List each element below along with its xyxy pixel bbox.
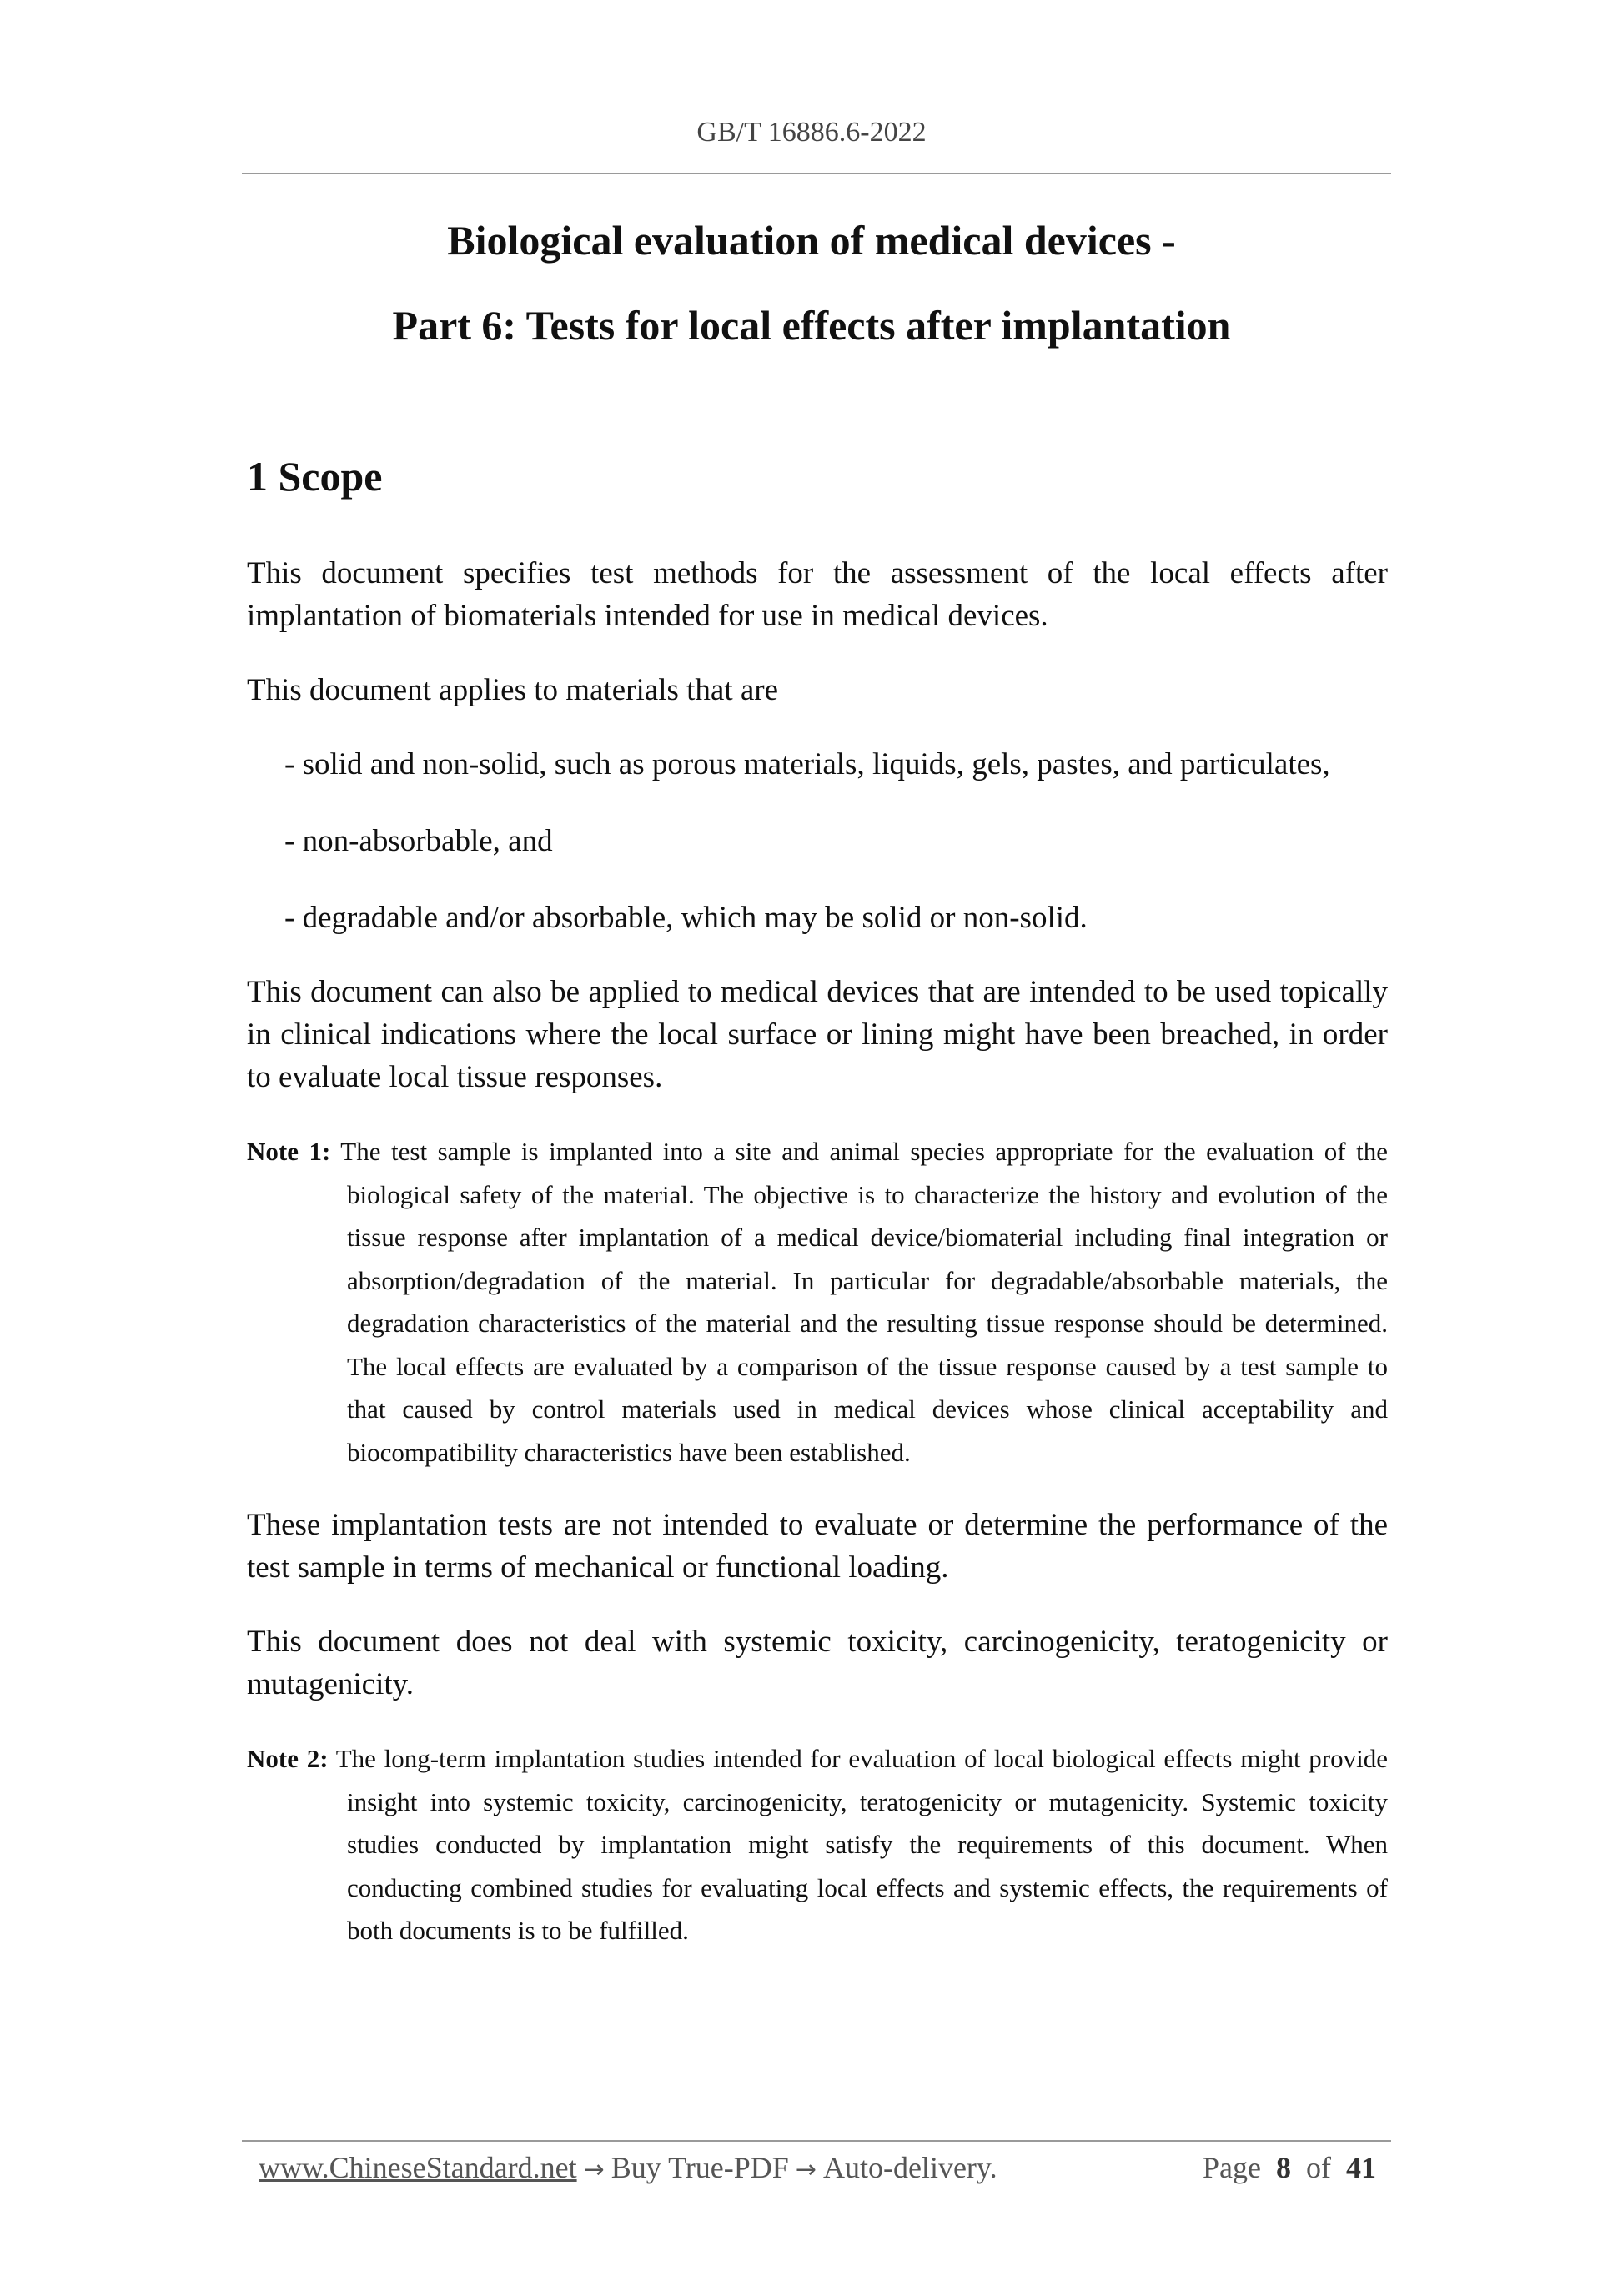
page-indicator <box>1203 2150 1376 2185</box>
paragraph-not-performance: These implantation tests are not intended to evaluate or determine the performance of the test sample in terms of mechanical or functional loading. <box>247 1508 1388 1585</box>
header-divider <box>242 173 1391 174</box>
auto-delivery-text: Auto-delivery. <box>822 2151 997 2184</box>
paragraph-applies-to: This document applies to materials that are <box>247 673 779 707</box>
buy-pdf-text: Buy True-PDF <box>611 2151 789 2184</box>
page-current: 8 <box>1276 2151 1291 2184</box>
note-2-label: Note 2: <box>247 1744 329 1773</box>
note-2-text: The long-term implantation studies intended for evaluation of local biological effects might provide insight into systemic toxicity, carcinogenicity, teratogenicity or mutagenicity. Systemic toxicity studies conducted by implantation might satisfy the requirements of this document. When conducting combined studies for evaluating local effects and systemic effects, the requirements of both documents is to be fulfilled. <box>335 1744 1388 1945</box>
note-1 <box>247 1130 1388 1474</box>
section-body <box>247 552 1388 1982</box>
note-1-label: Note 1: <box>247 1137 331 1166</box>
paragraph-scope-intro: This document specifies test methods for the assessment of the local effects after implantation of biomaterials intended for use in medical devices. <box>247 556 1388 633</box>
page-of-label: of <box>1306 2151 1331 2184</box>
paragraph-not-systemic: This document does not deal with systemic toxicity, carcinogenicity, teratogenicity or mutagenicity. <box>247 1625 1388 1701</box>
section-heading-scope: 1 Scope <box>247 453 383 500</box>
list-item: - degradable and/or absorbable, which may be solid or non-solid. <box>284 901 1088 935</box>
list-item: - solid and non-solid, such as porous materials, liquids, gels, pastes, and particulates, <box>284 747 1330 781</box>
page-footer <box>259 2142 1376 2192</box>
arrow-right-icon: → <box>583 2155 605 2184</box>
document-title-line1: Biological evaluation of medical devices - <box>447 217 1176 264</box>
page-label: Page <box>1203 2151 1261 2184</box>
page-total: 41 <box>1346 2151 1376 2184</box>
footer-promo <box>259 2150 997 2185</box>
note-2 <box>247 1737 1388 1952</box>
document-title-line2: Part 6: Tests for local effects after implantation <box>392 302 1231 349</box>
arrow-right-icon: → <box>795 2155 817 2184</box>
paragraph-topical-use: This document can also be applied to medical devices that are intended to be used topically in clinical indications where the local surface or lining might have been breached, in order to evaluate local tissue responses. <box>247 975 1388 1094</box>
materials-list <box>247 743 1388 939</box>
list-item: - non-absorbable, and <box>284 824 553 858</box>
note-1-text: The test sample is implanted into a site and animal species appropriate for the evaluation of the biological safety of the material. The objective is to characterize the history and evolution of the tissue response after implantation of a medical device/biomaterial including final integration or absorption/degradation of the material. In particular for degradable/absorbable materials, the degradation characteristics of the material and the resulting tissue response should be determined. The local effects are evaluated by a comparison of the tissue response caused by a test sample to that caused by control materials used in medical devices whose clinical acceptability and biocompatibility characteristics have been established. <box>340 1137 1388 1467</box>
document-code: GB/T 16886.6-2022 <box>696 117 927 148</box>
website-link[interactable]: www.ChineseStandard.net <box>259 2151 577 2184</box>
